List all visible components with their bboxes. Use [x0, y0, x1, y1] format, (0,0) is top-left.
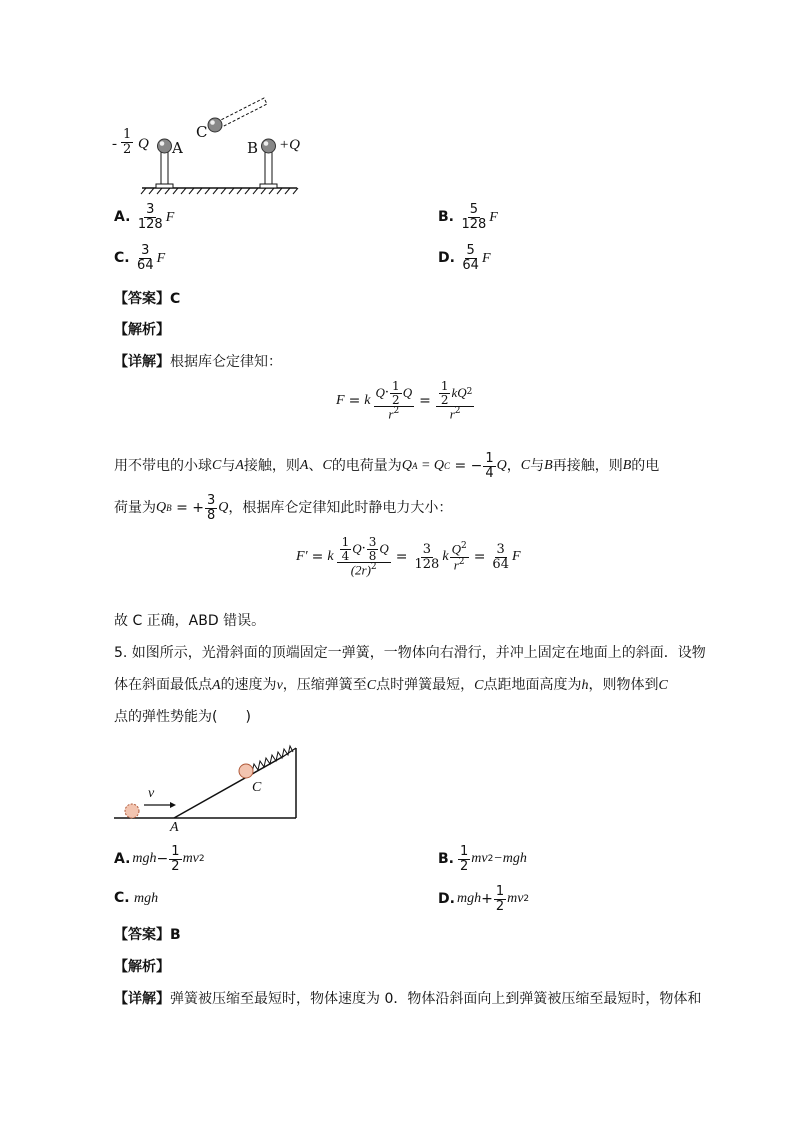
label-a: A — [172, 139, 183, 157]
q4-analysis-tag: 【解析】 — [114, 322, 170, 338]
q5-detail: 【详解】弹簧被压缩至最短时，物体速度为 0．物体沿斜面向上到弹簧被压缩至最短时，物体和 — [114, 991, 702, 1007]
charge-b: +Q — [279, 137, 300, 153]
option-d[interactable]: D. $\frac{5}{64}$ F — [438, 243, 491, 273]
q4-detail: 【详解】根据库仑定律知： — [114, 354, 282, 370]
q4-explanation-line-2: 荷量为 Q B = + $\frac{3}{8}$ Q ，根据库仑定律知此时静电力大小： — [114, 493, 453, 523]
velocity-label: v — [148, 786, 155, 801]
option-a[interactable]: A. $\frac{3}{128}$ F — [114, 202, 175, 232]
point-c-label: C — [252, 780, 262, 795]
option-c[interactable]: C. $\frac{3}{64}$ F — [114, 243, 166, 273]
figure-incline-spring — [112, 730, 302, 840]
point-a-label: A — [170, 820, 179, 835]
q5-stem-line-3: 点的弹性势能为( ) — [114, 709, 251, 725]
figure-charged-spheres — [112, 92, 312, 196]
charge-a-fraction: $\frac{1}{2}$ — [123, 127, 132, 157]
charge-a-q: Q — [138, 136, 149, 152]
q4-answer: 【答案】C — [114, 291, 181, 307]
q5-option-b[interactable]: B. $\frac{1}{2}$ mv 2 −mgh — [438, 844, 527, 874]
equation-coulomb-initial: F = k Q · $\frac{1}{2}$ Q $r^2$ = $\frac{1}{2}$ kQ 2 $r^2$ — [336, 379, 473, 422]
q5-stem-line-2: 体在斜面最低点A的速度为v，压缩弹簧至C点时弹簧最短，C点距地面高度为h，则物体到C — [114, 677, 668, 693]
q4-conclusion: 故 C 正确，ABD 错误。 — [114, 613, 266, 629]
equation-coulomb-final: F′ = k $\frac{1}{4}$ Q · $\frac{3}{8}$ Q $(2r)^2$ = $\frac{3}{128}$ k $\frac{Q^2}{r^2}$ = $\frac{3}{64}$ F — [296, 535, 521, 578]
label-c: C — [196, 123, 208, 141]
q4-explanation-line-1: 用不带电的小球 C 与 A 接触，则 A 、 C 的电荷量为 Q A = Q C = − $\frac{1}{4}$ Q ， C 与 B 再接触，则 B 的电 — [114, 451, 660, 481]
q5-option-c[interactable]: C. mgh — [114, 890, 159, 906]
q5-analysis-tag: 【解析】 — [114, 959, 170, 975]
q5-option-a[interactable]: A. mgh − $\frac{1}{2}$ mv 2 — [114, 844, 205, 874]
incline-diagram — [112, 730, 302, 840]
label-b: B — [247, 139, 259, 157]
q5-answer: 【答案】B — [114, 927, 181, 943]
option-b[interactable]: B. $\frac{5}{128}$ F — [438, 202, 498, 232]
charge-a-sign: - — [112, 136, 117, 152]
q5-option-d[interactable]: D. mgh + $\frac{1}{2}$ mv 2 — [438, 884, 530, 914]
q5-stem-line-1: 5. 如图所示，光滑斜面的顶端固定一弹簧，一物体向右滑行，并冲上固定在地面上的斜面．设物 — [114, 645, 706, 661]
